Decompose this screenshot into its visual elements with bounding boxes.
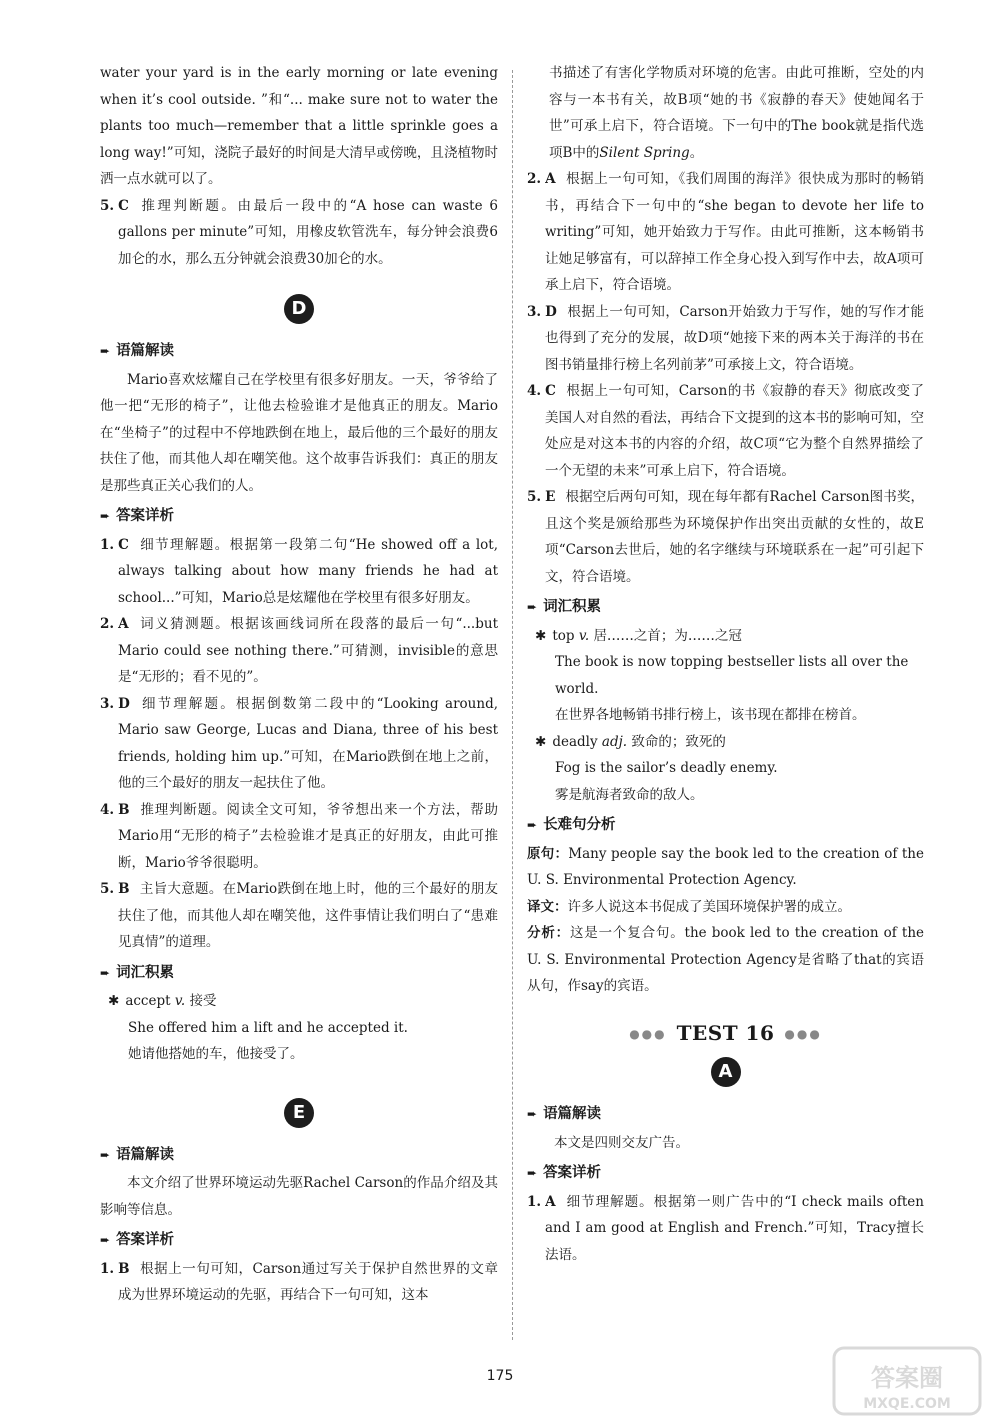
arrow-icon: ➨ [527, 1166, 538, 1180]
answer-item: 4. C 根据上一句可知，Carson的书《寂静的春天》彻底改变了美国人对自然的看法，再结合下文提到的这本书的影响可知，空处应是对这本书的内容的介绍，故C项“它为整个自然界描绘了一个无望的未来”可承上启下，符合语境。 [527, 383, 924, 479]
answer-item: 4. B 推理判断题。阅读全文可知，爷爷想出来一个方法，帮助Mario用“无形的椅子”去检验谁才是真正的好朋友，由此可推断，Mario爷爷很聪明。 [100, 801, 498, 871]
section-badge-d: D [284, 294, 314, 324]
vocab-example-en: Fog is the sailor’s deadly enemy. [555, 760, 778, 776]
arrow-icon: ➨ [100, 509, 111, 523]
answer-item: 2. A 词义猜测题。根据该画线词所在段落的最后一句“...but Mario could see nothing there.”可猜测，invisible的意思是“无形的；看不见的”。 [100, 616, 498, 685]
continued-paragraph: water your yard is in the early morning or late evening when it’s cool outside. ”和“... make sure not to water the plants too much—remember that a little sprinkle goes a long way!”可知，浇院子最好的时间是大清早或傍晚，且浇植物时洒一点水就可以了。 [100, 65, 498, 187]
arrow-icon: ➨ [100, 965, 111, 980]
asterisk-icon: ✱ [535, 627, 547, 644]
watermark-logo [832, 1346, 982, 1416]
answer-item: 1. A 细节理解题。根据第一则广告中的“I check mails often and I am good at English and French.”可知，Tracy擅长法语。 [527, 1193, 924, 1263]
reading-summary: 本文是四则交友广告。 [554, 1134, 689, 1151]
reading-summary: Mario喜欢炫耀自己在学校里有很多好朋友。一天，爷爷给了他一把“无形的椅子”，让他去检验谁才是他真正的朋友。Mario在“坐椅子”的过程中不停地跌倒在地上，最后他的三个最好的朋友扶住了他，而其他人却在嘲笑他。这个故事告诉我们：真正的朋友是那些真正关心我们的人。 [100, 371, 498, 494]
decorative-dots: ●●● [629, 1027, 667, 1041]
heading-answers: ➨ 答案详析 [527, 1165, 602, 1181]
heading-sentence-analysis: ➨ 长难句分析 [527, 817, 616, 833]
arrow-icon: ➨ [527, 1107, 538, 1121]
arrow-icon: ➨ [527, 600, 538, 614]
original-sentence: 原句：Many people say the book led to the creation of the U. S. Environmental Protection Agency. [527, 845, 924, 888]
vocab-example-en: She offered him a lift and he accepted it. [128, 1019, 408, 1036]
section-d-header [100, 294, 498, 324]
right-column [527, 60, 924, 1268]
answer-item: 5. E 根据空后两句可知，现在每年都有Rachel Carson图书奖，且这个奖是颁给那些为环境保护作出突出贡献的女性的，故E项“Carson去世后，她的名字继续与环境联系在一起”可引起下文，符合语境。 [527, 489, 924, 585]
heading-reading: ➨ 语篇解读 [100, 1146, 175, 1163]
vocab-example-en: The book is now topping bestseller lists all over the world. [555, 654, 909, 697]
arrow-icon: ➨ [100, 344, 111, 358]
continued-paragraph: 书描述了有害化学物质对环境的危害。由此可推断，空处的内容与一本书有关，故B项“她的书《寂静的春天》使她闻名于世”可承上启下，符合语境。下一句中的The book就是指代选项B中的Silent Spring。 [549, 65, 924, 161]
vocab-example-cn: 雾是航海者致命的敌人。 [555, 786, 704, 803]
test-title: ●●● TEST 16 ●●● [629, 1020, 822, 1045]
answer-item: 1. C 细节理解题。根据第一段第二句“He showed off a lot, always talking about how many friends he had at school...”可知，Mario总是炫耀他在学校里有很多好朋友。 [100, 536, 498, 606]
answer-item: 3. D 细节理解题。根据倒数第二段中的“Looking around, Mario saw George, Lucas and Diana, three of his best friends, holding him up.”可知，在Mario跌倒在地上之前，他的三个最好的朋友一起扶住了他。 [100, 695, 498, 791]
vocab-example-cn: 她请他搭她的车，他接受了。 [128, 1046, 304, 1062]
section-badge-e: E [284, 1098, 314, 1128]
arrow-icon: ➨ [100, 1147, 111, 1162]
arrow-icon: ➨ [100, 1233, 111, 1247]
heading-vocab: ➨ 词汇积累 [100, 964, 175, 981]
vocab-entry: ✱ deadly adj. 致命的；致死的 [535, 733, 726, 750]
translation: 译文：许多人说这本书促成了美国环境保护署的成立。 [527, 898, 851, 915]
reading-summary: 本文介绍了世界环境运动先驱Rachel Carson的作品介绍及其影响等信息。 [100, 1175, 498, 1218]
vocab-example-cn: 在世界各地畅销书排行榜上，该书现在都排在榜首。 [555, 707, 866, 723]
heading-answers: ➨ 答案详析 [100, 508, 175, 524]
page-number: 175 [486, 1368, 514, 1384]
heading-reading: ➨ 语篇解读 [527, 1106, 602, 1122]
svg-text:MXQE.COM: MXQE.COM [863, 1396, 951, 1412]
vocab-entry: ✱ accept v. 接受 [108, 993, 217, 1009]
vocab-entry: ✱ top v. 居……之首；为……之冠 [535, 627, 742, 644]
answer-item: 5. C 推理判断题。由最后一段中的“A hose can waste 6 gallons per minute”可知，用橡皮软管洗车，每分钟会浪费6加仑的水，那么五分钟就会浪费30加仑的水。 [100, 197, 498, 267]
column-divider [512, 70, 513, 1340]
arrow-icon: ➨ [527, 818, 538, 832]
heading-answers: ➨ 答案详析 [100, 1232, 175, 1248]
answer-item: 5. B 主旨大意题。在Mario跌倒在地上时，他的三个最好的朋友扶住了他，而其他人却在嘲笑他，这件事情让我们明白了“患难见真情”的道理。 [100, 881, 498, 950]
section-badge-a: A [711, 1057, 741, 1087]
decorative-dots: ●●● [784, 1027, 822, 1041]
answer-item: 1. B 根据上一句可知，Carson通过写关于保护自然世界的文章成为世界环境运动的先驱，再结合下一句可知，这本 [100, 1260, 498, 1303]
asterisk-icon: ✱ [108, 993, 120, 1009]
answer-item: 2. A 根据上一句可知，《我们周围的海洋》很快成为那时的畅销书，再结合下一句中的“she began to devote her life to writing”可知，她开始致力于写作。由此可推断，这本畅销书让她足够富有，可以辞掉工作全身心投入到写作中去，故A项可承上启下，符合语境。 [527, 171, 924, 293]
heading-reading: ➨ 语篇解读 [100, 343, 175, 359]
answer-item: 3. D 根据上一句可知，Carson开始致力于写作，她的写作才能也得到了充分的发展，故D项“她接下来的两本关于海洋的书在图书销量排行榜上名列前茅”可承接上文，符合语境。 [527, 303, 924, 373]
section-e-header [100, 1098, 498, 1128]
analysis: 分析：这是一个复合句。the book led to the creation of the U. S. Environmental Protection Agency是省略了that的宾语从句，作say的宾语。 [527, 925, 924, 994]
asterisk-icon: ✱ [535, 733, 547, 750]
section-a-header [527, 1057, 924, 1087]
left-column [100, 60, 498, 1309]
heading-vocab: ➨ 词汇积累 [527, 599, 602, 615]
svg-text:答案圈: 答案圈 [871, 1364, 943, 1392]
